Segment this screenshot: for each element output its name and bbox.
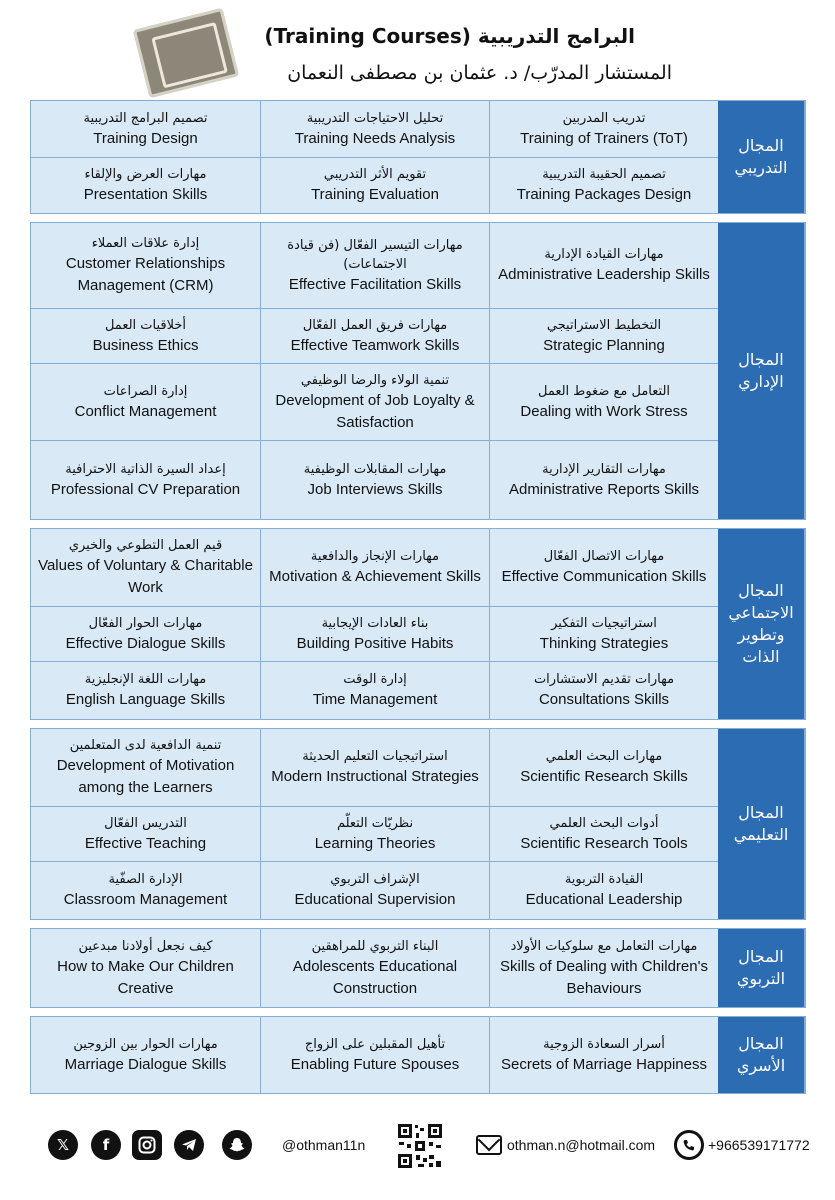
course-title-en: Building Positive Habits <box>296 634 454 652</box>
mail-icon <box>476 1135 502 1155</box>
course-title-ar: تأهيل المقبلين على الزواج <box>304 1036 446 1052</box>
course-grid <box>31 929 718 1007</box>
course-title-en: Modern Instructional Strategies <box>271 768 479 785</box>
course-title-en: Motivation & Achievement Skills <box>269 568 481 585</box>
course-cell <box>260 364 489 441</box>
course-grid <box>31 529 718 719</box>
course-cell <box>31 309 260 364</box>
domain-label: المجال الاجتماعي وتطوير الذات <box>718 529 805 719</box>
course-cell <box>489 223 718 309</box>
course-cell <box>489 1017 718 1093</box>
course-title-en: Adolescents Educational Construction <box>292 957 458 997</box>
course-title-ar: إدارة الصراعات <box>103 383 188 399</box>
course-cell <box>260 807 489 862</box>
domain-label: المجال التدريبي <box>718 101 805 213</box>
course-title-ar: القيادة التربوية <box>564 872 644 887</box>
domain-label: المجال الأسري <box>718 1017 805 1093</box>
course-title-ar: مهارات اللغة الإنجليزية <box>84 672 207 687</box>
course-title-ar: الإدارة الصفّية <box>108 872 183 887</box>
course-title-en: Time Management <box>312 691 438 708</box>
footer <box>0 1122 835 1172</box>
course-title-ar: مهارات التعامل مع سلوكيات الأولاد <box>510 938 698 954</box>
course-title-ar: مهارات العرض والإلقاء <box>84 167 207 182</box>
course-title-ar: قيم العمل التطوعي والخيري <box>68 538 223 553</box>
qr-code-icon[interactable] <box>396 1122 444 1170</box>
course-title-en: Scientific Research Tools <box>520 834 688 852</box>
course-title-en: Educational Supervision <box>294 891 456 908</box>
course-title-en: Training Needs Analysis <box>294 129 456 147</box>
course-cell <box>260 309 489 364</box>
course-grid <box>31 223 718 519</box>
course-title-en: Enabling Future Spouses <box>290 1055 460 1073</box>
course-title-en: Consultations Skills <box>538 691 670 708</box>
email-address[interactable]: othman.n@hotmail.com <box>507 1137 656 1153</box>
course-title-ar: مهارات الحوار الفعّال <box>88 615 203 631</box>
course-cell <box>31 101 260 158</box>
course-cell <box>31 441 260 519</box>
course-title-ar: بناء العادات الإيجابية <box>321 615 429 631</box>
course-cell <box>31 529 260 607</box>
course-title-ar: مهارات الاتصال الفعّال <box>543 549 665 564</box>
course-title-ar: أدوات البحث العلمي <box>549 815 659 831</box>
course-cell <box>489 309 718 364</box>
course-title-ar: إدارة الوقت <box>343 672 407 687</box>
course-title-ar: تحليل الاحتياجات التدريبية <box>306 110 444 126</box>
course-title-en: Educational Leadership <box>525 891 683 908</box>
domain-label: المجال التربوي <box>718 929 805 1007</box>
course-cell <box>489 607 718 662</box>
course-cell <box>31 807 260 862</box>
course-cell <box>31 862 260 919</box>
course-cell <box>489 529 718 607</box>
course-title-en: Training Packages Design <box>516 186 692 203</box>
course-title-ar: أخلاقيات العمل <box>104 317 187 333</box>
course-cell <box>260 441 489 519</box>
trainer-name: المستشار المدرّب/ د. عثمان بن مصطفى النعمان <box>287 62 672 84</box>
domain-section <box>30 1016 806 1094</box>
logo <box>133 8 239 98</box>
course-title-en: Classroom Management <box>63 891 228 908</box>
course-title-ar: مهارات الإنجاز والدافعية <box>310 549 440 564</box>
course-title-en: How to Make Our Children Creative <box>57 957 234 997</box>
course-title-en: Thinking Strategies <box>539 634 669 652</box>
course-title-en: Marriage Dialogue Skills <box>64 1055 227 1073</box>
course-title-ar: استراتيجيات التعليم الحديثة <box>302 749 448 764</box>
course-title-en: Administrative Leadership Skills <box>498 266 710 283</box>
instagram-icon[interactable] <box>132 1130 162 1160</box>
course-title-ar: تدريب المدربين <box>562 110 646 126</box>
course-title-ar: التعامل مع ضغوط العمل <box>537 383 671 399</box>
course-cell <box>260 662 489 719</box>
courses-table <box>30 100 806 1102</box>
domain-section <box>30 222 806 520</box>
snapchat-icon[interactable] <box>222 1130 252 1160</box>
course-cell <box>489 441 718 519</box>
course-title-ar: مهارات التقارير الإدارية <box>542 461 666 477</box>
course-title-ar: أسرار السعادة الزوجية <box>543 1036 665 1052</box>
course-title-ar: إدارة علاقات العملاء <box>91 236 200 251</box>
course-title-ar: مهارات فريق العمل الفعّال <box>302 317 448 333</box>
domain-section <box>30 528 806 720</box>
course-title-ar: تنمية الدافعية لدى المتعلمين <box>69 738 222 753</box>
facebook-icon[interactable]: f <box>91 1130 121 1160</box>
course-cell <box>489 101 718 158</box>
course-cell <box>489 807 718 862</box>
course-title-en: Administrative Reports Skills <box>508 480 700 498</box>
course-cell <box>31 729 260 807</box>
course-title-ar: تصميم الحقيبة التدريبية <box>542 167 666 182</box>
course-cell <box>260 223 489 309</box>
course-title-ar: مهارات المقابلات الوظيفية <box>303 461 447 477</box>
course-title-en: Training Design <box>93 129 198 147</box>
course-title-en: Effective Facilitation Skills <box>288 275 462 293</box>
domain-section <box>30 728 806 920</box>
course-cell <box>489 662 718 719</box>
course-title-ar: مهارات القيادة الإدارية <box>544 247 664 262</box>
course-title-ar: مهارات الحوار بين الزوجين <box>73 1036 218 1052</box>
domain-section <box>30 100 806 214</box>
course-cell <box>31 223 260 309</box>
course-grid <box>31 101 718 213</box>
course-title-en: Conflict Management <box>74 402 217 420</box>
course-title-ar: كيف نجعل أولادنا مبدعين <box>78 938 213 954</box>
course-title-en: Dealing with Work Stress <box>520 402 688 420</box>
course-cell <box>489 929 718 1007</box>
course-title-en: Effective Teaching <box>84 834 207 852</box>
course-cell <box>31 929 260 1007</box>
course-title-ar: التخطيط الاستراتيجي <box>546 317 662 333</box>
course-title-en: Scientific Research Skills <box>520 768 688 785</box>
course-title-ar: تصميم البرامج التدريبية <box>83 110 208 126</box>
course-cell <box>489 158 718 213</box>
course-title-ar: تنمية الولاء والرضا الوظيفي <box>300 372 450 388</box>
phone-number[interactable]: +966539171772 <box>708 1137 810 1153</box>
x-icon[interactable]: 𝕏 <box>48 1130 78 1160</box>
course-cell <box>31 158 260 213</box>
course-title-ar: إعداد السيرة الذاتية الاحترافية <box>65 461 226 477</box>
course-title-ar: مهارات تقديم الاستشارات <box>533 672 675 687</box>
course-cell <box>489 862 718 919</box>
course-title-ar: تقويم الأثر التدريبي <box>323 167 427 182</box>
course-title-en: Presentation Skills <box>83 186 208 203</box>
course-title-ar: البناء التربوي للمراهقين <box>311 938 439 954</box>
course-title-ar: استراتيجيات التفكير <box>551 615 657 631</box>
course-title-ar: نظريّات التعلّم <box>336 815 414 831</box>
course-title-en: Learning Theories <box>314 834 436 852</box>
social-handle[interactable]: @othman11n <box>282 1137 366 1153</box>
course-title-en: Effective Teamwork Skills <box>290 336 460 354</box>
course-cell <box>489 729 718 807</box>
course-cell <box>31 662 260 719</box>
course-cell <box>260 158 489 213</box>
course-cell <box>31 1017 260 1093</box>
course-title-en: Training of Trainers (ToT) <box>520 129 688 147</box>
telegram-icon[interactable] <box>174 1130 204 1160</box>
course-title-en: English Language Skills <box>65 691 226 708</box>
course-title-en: Skills of Dealing with Children's Behaviours <box>500 957 708 997</box>
course-cell <box>489 364 718 441</box>
course-cell <box>260 729 489 807</box>
course-title-en: Values of Voluntary & Charitable Work <box>38 557 253 596</box>
course-cell <box>260 607 489 662</box>
whatsapp-icon <box>674 1130 704 1160</box>
course-title-en: Effective Communication Skills <box>501 568 707 585</box>
course-title-en: Professional CV Preparation <box>50 480 241 498</box>
course-cell <box>260 101 489 158</box>
course-title-en: Business Ethics <box>92 336 199 354</box>
course-cell <box>260 862 489 919</box>
course-title-en: Effective Dialogue Skills <box>65 634 226 652</box>
domain-label: المجال الإداري <box>718 223 805 519</box>
domain-label: المجال التعليمي <box>718 729 805 919</box>
course-grid <box>31 729 718 919</box>
course-grid <box>31 1017 718 1093</box>
course-title-en: Job Interviews Skills <box>307 480 443 498</box>
course-cell <box>260 529 489 607</box>
course-title-en: Development of Job Loyalty & Satisfaction <box>275 391 475 431</box>
domain-section <box>30 928 806 1008</box>
course-title-ar: مهارات البحث العلمي <box>545 749 663 764</box>
course-title-en: Strategic Planning <box>543 336 665 354</box>
course-title-en: Customer Relationships Management (CRM) <box>65 255 226 294</box>
course-cell <box>260 1017 489 1093</box>
course-cell <box>31 364 260 441</box>
course-title-ar: مهارات التيسير الفعّال (فن قيادة الاجتماعات) <box>287 237 463 272</box>
course-title-en: Development of Motivation among the Learners <box>56 757 235 796</box>
course-cell <box>31 607 260 662</box>
course-cell <box>260 929 489 1007</box>
course-title-en: Training Evaluation <box>311 186 439 203</box>
course-title-ar: الإشراف التربوي <box>330 872 420 887</box>
course-title-en: Secrets of Marriage Happiness <box>501 1055 707 1073</box>
course-title-ar: التدريس الفعّال <box>104 815 187 831</box>
page-title: البرامج التدريبية (Training Courses) <box>264 24 635 48</box>
